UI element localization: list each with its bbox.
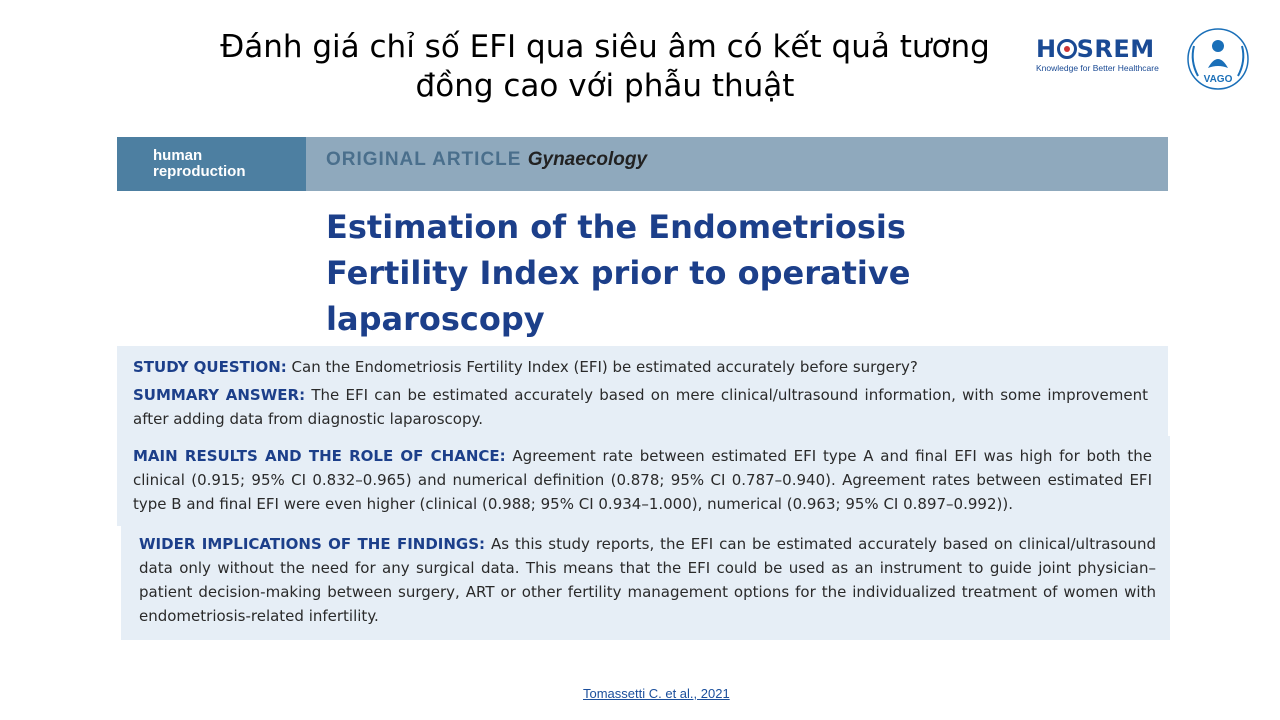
wider-implications-text: As this study reports, the EFI can be estimated accurately based on clinical/ultrasound data only without the need for any surgical data. This means that the EFI could be used as an instrument to guide joint physician–patient decision-making between surgery, ART or other fertility management options for the individualized treatment of women with endometriosis-related infertility. (139, 535, 1156, 625)
journal-name-line-2: reproduction (153, 163, 246, 180)
main-results-text: Agreement rate between estimated EFI type A and final EFI was high for both the clinical (0.915; 95% CI 0.832–0.965) and numerical definition (0.878; 95% CI 0.787–0.940). Agreement rates between estimated EFI type B and final EFI were even higher (clinical (0.988; 95% CI 0.934–1.000), numerical (0.963; 95% CI 0.897–0.992)). (133, 447, 1152, 513)
main-results (133, 444, 1152, 516)
summary-answer (133, 383, 1148, 431)
article-type (326, 149, 647, 171)
study-question (133, 355, 1148, 379)
main-results-heading: MAIN RESULTS AND THE ROLE OF CHANCE: (133, 447, 506, 465)
hosrem-logo-srem: SREM (1076, 35, 1155, 63)
summary-answer-text: The EFI can be estimated accurately based on mere clinical/ultrasound information, with some improvement after adding data from diagnostic laparoscopy. (133, 386, 1148, 428)
article-title-line-2: Fertility Index prior to operative (326, 254, 911, 292)
abstract-box-main-results (117, 436, 1170, 526)
journal-name-line-1: human (153, 147, 203, 164)
hosrem-logo-name (1036, 36, 1170, 62)
abstract-box-wider-implications (121, 526, 1170, 640)
article-title (326, 204, 1026, 342)
article-header-band (117, 137, 1168, 191)
study-question-heading: STUDY QUESTION: (133, 358, 287, 376)
slide-title (190, 28, 1020, 106)
hosrem-logo (1036, 36, 1170, 80)
hosrem-logo-h: H (1036, 35, 1057, 63)
vago-logo-text: VAGO (1203, 74, 1233, 85)
vago-logo (1184, 26, 1252, 96)
slide-title-line-1: Đánh giá chỉ số EFI qua siêu âm có kết quả tương (220, 29, 990, 65)
summary-answer-heading: SUMMARY ANSWER: (133, 386, 306, 404)
citation-link[interactable]: Tomassetti C. et al., 2021 (583, 686, 730, 701)
article-type-label: ORIGINAL ARTICLE (326, 149, 522, 170)
vago-emblem-icon (1184, 26, 1252, 96)
hosrem-o-icon (1057, 39, 1077, 59)
wider-implications (139, 532, 1156, 628)
journal-name (117, 137, 306, 191)
wider-implications-heading: WIDER IMPLICATIONS OF THE FINDINGS: (139, 535, 486, 553)
article-title-line-3: laparoscopy (326, 300, 545, 338)
abstract-box-question-summary (117, 346, 1168, 436)
hosrem-tagline: Knowledge for Better Healthcare (1036, 63, 1159, 73)
article-subject: Gynaecology (527, 149, 648, 170)
study-question-text: Can the Endometriosis Fertility Index (EFI) be estimated accurately before surgery? (291, 358, 918, 376)
slide-title-line-2: đồng cao với phẫu thuật (415, 68, 795, 104)
article-title-line-1: Estimation of the Endometriosis (326, 208, 906, 246)
